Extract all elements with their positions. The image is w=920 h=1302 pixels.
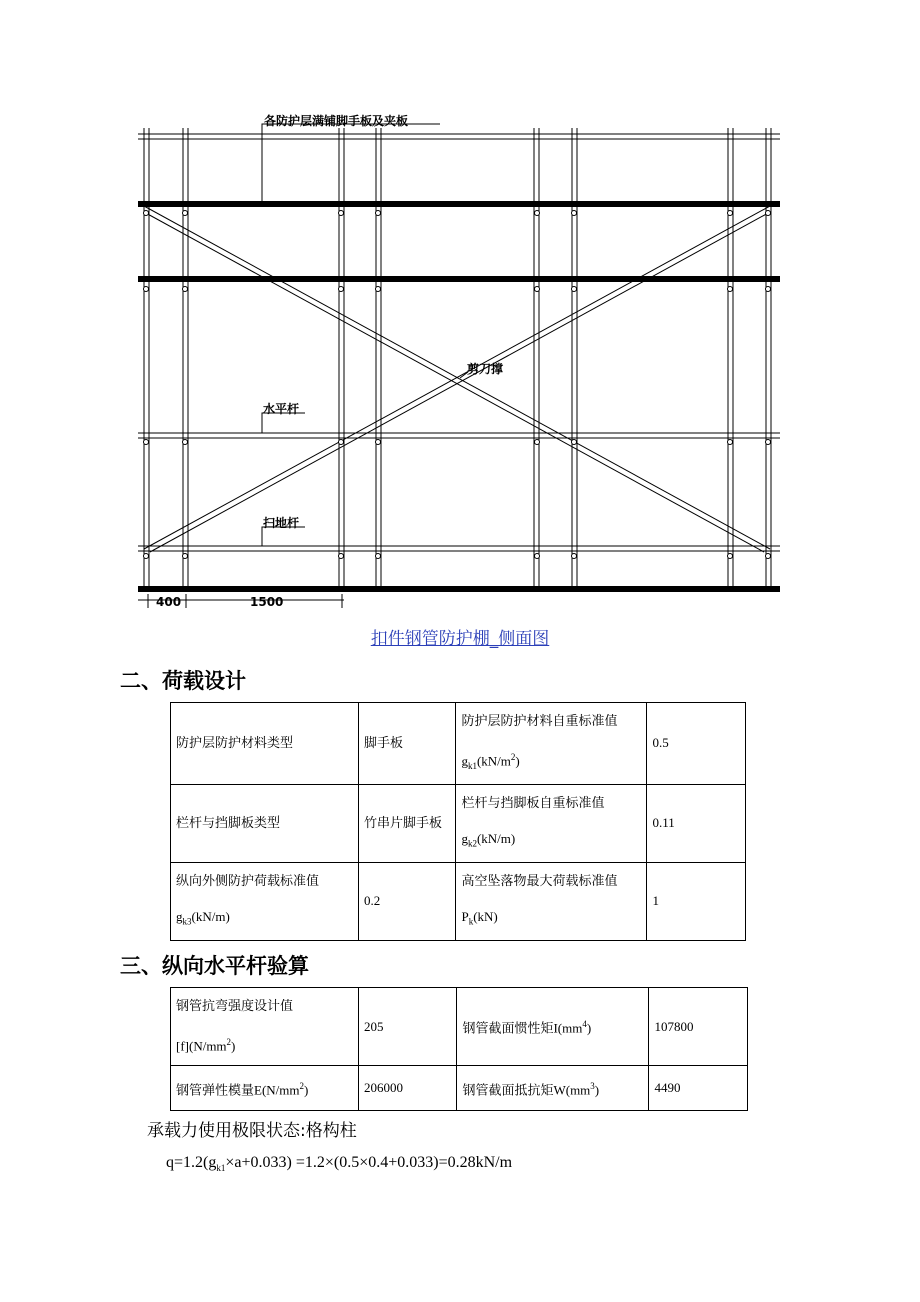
table-cell: 0.5 [647, 703, 746, 785]
table-cell: 栏杆与挡脚板类型 [171, 784, 359, 862]
table-row [171, 1066, 748, 1111]
table-cell: 钢管截面抵抗矩$W(mm^3)$ [457, 1066, 649, 1111]
table-row [171, 988, 748, 1066]
table-cell: 防护层防护材料类型 [171, 703, 359, 785]
scaffold-side-view-drawing [0, 0, 920, 615]
table-cell: 206000 [358, 1066, 457, 1111]
figure-caption-link[interactable]: 扣件钢管防护棚_侧面图 [370, 629, 550, 649]
table-cell: 107800 [649, 988, 748, 1066]
section-heading-load-design: 二、荷载设计 [120, 669, 246, 693]
table-row [171, 784, 746, 862]
dimension-400: 400 [156, 595, 182, 609]
table-cell: 4490 [649, 1066, 748, 1111]
label-protective-layer: 各防护层满铺脚手板及夹板 [264, 114, 409, 128]
vertical-posts [144, 128, 771, 589]
label-sweep-bar: 扫地杆 [263, 516, 300, 530]
load-design-table [170, 702, 746, 941]
table-cell: 1 [647, 862, 746, 940]
load-formula: $q=1.2(g_{k1}\times a+0.033) =1.2\times(0.5\times 0.4+0.033)=0.28kN/m$ [166, 1154, 513, 1174]
table-cell: 205 [358, 988, 457, 1066]
table-cell: 纵向外侧防护荷载标准值 $g_{k3}(kN/m)$ [171, 862, 359, 940]
table-cell: 钢管弹性模量$E(N/mm^2)$ [171, 1066, 359, 1111]
table-cell: 高空坠落物最大荷载标准值 $P_k(kN)$ [456, 862, 647, 940]
table-cell: 防护层防护材料自重标准值 $g_{k1}(kN/m^2)$ [456, 703, 647, 785]
table-cell: 0.11 [647, 784, 746, 862]
table-row [171, 703, 746, 785]
table-cell: 0.2 [358, 862, 456, 940]
label-horizontal-bar: 水平杆 [263, 402, 300, 416]
table-cell: 脚手板 [358, 703, 456, 785]
label-scissor-brace: 剪刀撑 [467, 362, 504, 376]
table-cell: 钢管抗弯强度设计值 $[f](N/mm^2)$ [171, 988, 359, 1066]
dimension-1500: 1500 [250, 595, 284, 609]
steel-tube-parameters-table [170, 987, 748, 1111]
table-cell: 钢管截面惯性矩$I(mm^4)$ [457, 988, 649, 1066]
load-state-paragraph: 承载力使用极限状态:格构柱 [147, 1121, 357, 1141]
section-heading-horizontal-bar-check: 三、纵向水平杆验算 [120, 954, 309, 978]
table-cell: 竹串片脚手板 [358, 784, 456, 862]
table-row [171, 862, 746, 940]
table-cell: 栏杆与挡脚板自重标准值 $g_{k2}(kN/m)$ [456, 784, 647, 862]
